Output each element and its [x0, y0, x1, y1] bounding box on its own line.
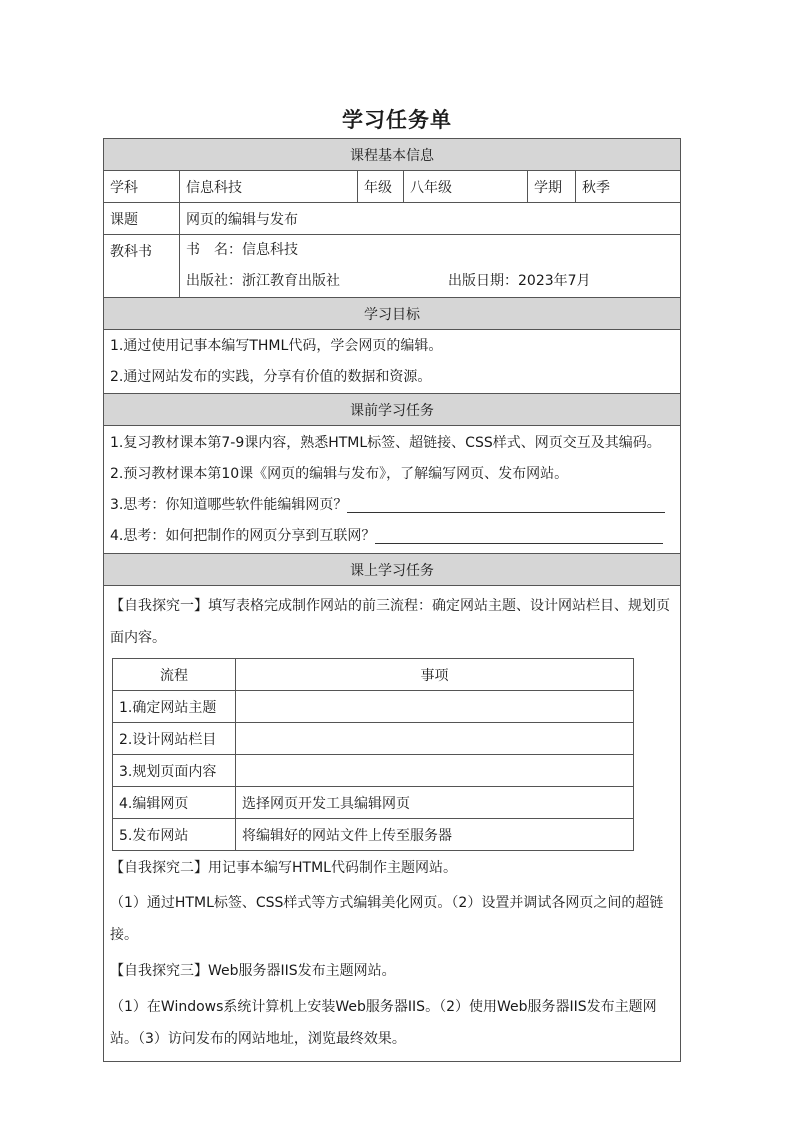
class-tasks-content: [104, 586, 681, 1062]
term-label: 学期: [528, 171, 576, 203]
step-cell: 3.规划页面内容: [113, 755, 236, 787]
item-cell[interactable]: [236, 723, 634, 755]
page-title: 学习任务单: [342, 108, 452, 132]
process-table: [112, 658, 634, 851]
subject-label: 学科: [104, 171, 180, 203]
col-header-process: 流程: [113, 659, 236, 691]
explore-two: 【自我探究二】用记事本编写HTML代码制作主题网站。: [110, 860, 457, 876]
answer-blank[interactable]: [375, 528, 663, 544]
topic-row: [104, 203, 681, 235]
item-cell: 选择网页开发工具编辑网页: [236, 787, 634, 819]
book-name: 书 名：信息科技: [186, 242, 298, 258]
class-tasks-header: 课上学习任务: [104, 554, 681, 586]
goal-item: 2.通过网站发布的实践，分享有价值的数据和资源。: [110, 368, 432, 385]
table-row: [113, 819, 634, 851]
question-text: 4.思考：如何把制作的网页分享到互联网？: [110, 527, 376, 544]
pre-task-item: [110, 490, 674, 521]
table-row: [113, 755, 634, 787]
explore-one: 【自我探究一】填写表格完成制作网站的前三流程：确定网站主题、设计网站栏目、规划页面内容。: [110, 598, 670, 646]
item-cell[interactable]: [236, 691, 634, 723]
item-cell[interactable]: [236, 755, 634, 787]
table-row: [113, 787, 634, 819]
pre-tasks-header: 课前学习任务: [104, 394, 681, 426]
grade-value: 八年级: [404, 171, 528, 203]
step-cell: 5.发布网站: [113, 819, 236, 851]
goals-header: 学习目标: [104, 298, 681, 330]
class-tasks-header-row: [104, 554, 681, 586]
textbook-label: 教科书: [104, 235, 180, 298]
textbook-row: [104, 235, 681, 298]
task-sheet-table: [103, 138, 681, 1062]
goals-content: [104, 330, 681, 394]
step-cell: 1.确定网站主题: [113, 691, 236, 723]
topic-label: 课题: [104, 203, 180, 235]
publication-date: 出版日期：2023年7月: [448, 273, 591, 289]
question-text: 3.思考：你知道哪些软件能编辑网页？: [110, 496, 348, 513]
explore-two-detail: （1）通过HTML标签、CSS样式等方式编辑美化网页。（2）设置并调试各网页之间的超链接。: [110, 895, 664, 943]
pre-task-item: 2.预习教材课本第10课《网页的编辑与发布》，了解编写网页、发布网站。: [110, 465, 569, 482]
col-header-item: 事项: [236, 659, 634, 691]
topic-value: 网页的编辑与发布: [180, 203, 681, 235]
basic-info-header: 课程基本信息: [104, 139, 681, 171]
grade-label: 年级: [358, 171, 404, 203]
explore-three-detail: （1）在Windows系统计算机上安装Web服务器IIS。（2）使用Web服务器IIS发布主题网站。（3）访问发布的网站地址，浏览最终效果。: [110, 999, 657, 1047]
step-cell: 4.编辑网页: [113, 787, 236, 819]
goal-item: 1.通过使用记事本编写THML代码，学会网页的编辑。: [110, 337, 443, 354]
explore-three: 【自我探究三】Web服务器IIS发布主题网站。: [110, 963, 396, 979]
subject-row: [104, 171, 681, 203]
textbook-info: [180, 235, 681, 298]
basic-info-header-row: [104, 139, 681, 171]
publisher-line: [186, 266, 674, 297]
item-cell: 将编辑好的网站文件上传至服务器: [236, 819, 634, 851]
table-row: [113, 691, 634, 723]
answer-blank[interactable]: [347, 497, 665, 513]
class-tasks-row: [104, 586, 681, 1062]
process-table-header: [113, 659, 634, 691]
pre-tasks-header-row: [104, 394, 681, 426]
publisher: 出版社：浙江教育出版社: [186, 273, 340, 289]
goals-header-row: [104, 298, 681, 330]
term-value: 秋季: [576, 171, 681, 203]
goals-row: [104, 330, 681, 394]
subject-value: 信息科技: [180, 171, 358, 203]
pre-tasks-row: [104, 426, 681, 554]
step-cell: 2.设计网站栏目: [113, 723, 236, 755]
pre-task-item: 1.复习教材课本第7-9课内容，熟悉HTML标签、超链接、CSS样式、网页交互及其编码。: [110, 434, 661, 451]
pre-tasks-content: [104, 426, 681, 554]
pre-task-item: [110, 521, 674, 552]
table-row: [113, 723, 634, 755]
